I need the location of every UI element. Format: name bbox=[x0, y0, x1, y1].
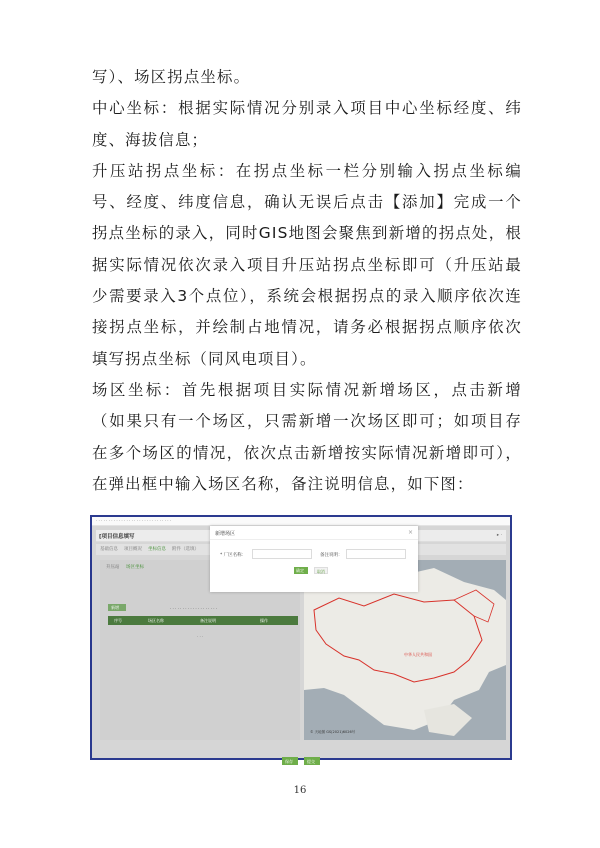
submit-button[interactable] bbox=[304, 757, 320, 765]
col-index: 序号 bbox=[114, 618, 122, 623]
subtab-substation[interactable]: 升压站 bbox=[106, 565, 120, 570]
document-body bbox=[92, 62, 522, 500]
breadcrumb: · · · · · · · · · · · · · · · · · · · · · · · · · · · · · · bbox=[96, 518, 172, 523]
field-name-label: * 厂区名称： bbox=[220, 553, 247, 558]
remark-input[interactable] bbox=[346, 549, 406, 559]
tab-attachments[interactable]: 附件（选填） bbox=[172, 547, 199, 552]
save-button-label: 保存 bbox=[285, 758, 293, 764]
paragraph-2: 中心坐标：根据实际情况分别录入项目中心坐标经度、纬度、海拔信息； bbox=[92, 99, 522, 149]
col-remark: 备注说明 bbox=[200, 618, 216, 623]
paragraph-4: 场区坐标：首先根据项目实际情况新增场区，点击新增（如果只有一个场区，只需新增一次场区即可；如项目存在多个场区的情况，依次点击新增按实际情况新增即可），在弹出框中输入场区名称，备注说明信息，如下图： bbox=[92, 380, 522, 493]
panel-hint: · · · · · · · · · · · · · · · · · · · bbox=[170, 606, 218, 611]
cancel-button[interactable] bbox=[314, 567, 328, 574]
close-icon[interactable]: × bbox=[407, 529, 413, 536]
confirm-button-label: 确定 bbox=[296, 568, 304, 573]
screenshot-topbar bbox=[92, 517, 510, 526]
subtab-field[interactable]: 场区坐标 bbox=[126, 565, 144, 570]
form-title: [项目信息填写 bbox=[99, 534, 135, 540]
table-empty-state: · · · bbox=[197, 634, 204, 639]
page-number: 16 bbox=[293, 785, 307, 796]
tab-overview[interactable]: 项目概况 bbox=[124, 547, 142, 552]
add-field-button[interactable] bbox=[108, 604, 126, 611]
cancel-button-label: 取消 bbox=[317, 569, 325, 574]
field-name-input[interactable] bbox=[252, 549, 312, 559]
paragraph-3: 升压站拐点坐标：在拐点坐标一栏分别输入拐点坐标编号、经度、纬度信息，确认无误后点击【添加】完成一个拐点坐标的录入，同时GIS地图会聚焦到新增的拐点处，根据实际情况依次录入项目升压站拐点坐标即可（升压站最少需要录入3个点位），系统会根据拐点的录入顺序依次连接拐点坐标，并绘制占地情况，请务必根据拐点顺序依次填写拐点坐标（同风电项目）。 bbox=[92, 161, 522, 368]
map-country-label: 中华人民共和国 bbox=[404, 652, 432, 657]
tab-basic[interactable]: 基础信息 bbox=[100, 547, 118, 552]
add-field-modal bbox=[210, 526, 418, 592]
modal-divider bbox=[210, 539, 418, 540]
col-name: 场区名称 bbox=[148, 618, 164, 623]
modal-title: 新增场区 bbox=[215, 531, 236, 537]
form-header-icon[interactable]: ▸ · bbox=[496, 533, 502, 538]
map-credit: © 天地图 GS(2021)6026号 bbox=[310, 730, 356, 734]
embedded-screenshot bbox=[90, 515, 512, 764]
confirm-button[interactable] bbox=[294, 567, 308, 574]
screenshot-body bbox=[92, 526, 510, 764]
submit-button-label: 提交 bbox=[307, 758, 315, 764]
field-table-header bbox=[108, 616, 298, 625]
add-field-button-label: 新增 bbox=[111, 605, 119, 610]
remark-label: 备注说明： bbox=[320, 553, 343, 558]
save-button[interactable] bbox=[282, 757, 298, 765]
paragraph-1: 写）、场区拐点坐标。 bbox=[92, 68, 251, 86]
col-actions: 操作 bbox=[260, 618, 268, 623]
tab-coordinates[interactable]: 坐标信息 bbox=[148, 547, 166, 552]
